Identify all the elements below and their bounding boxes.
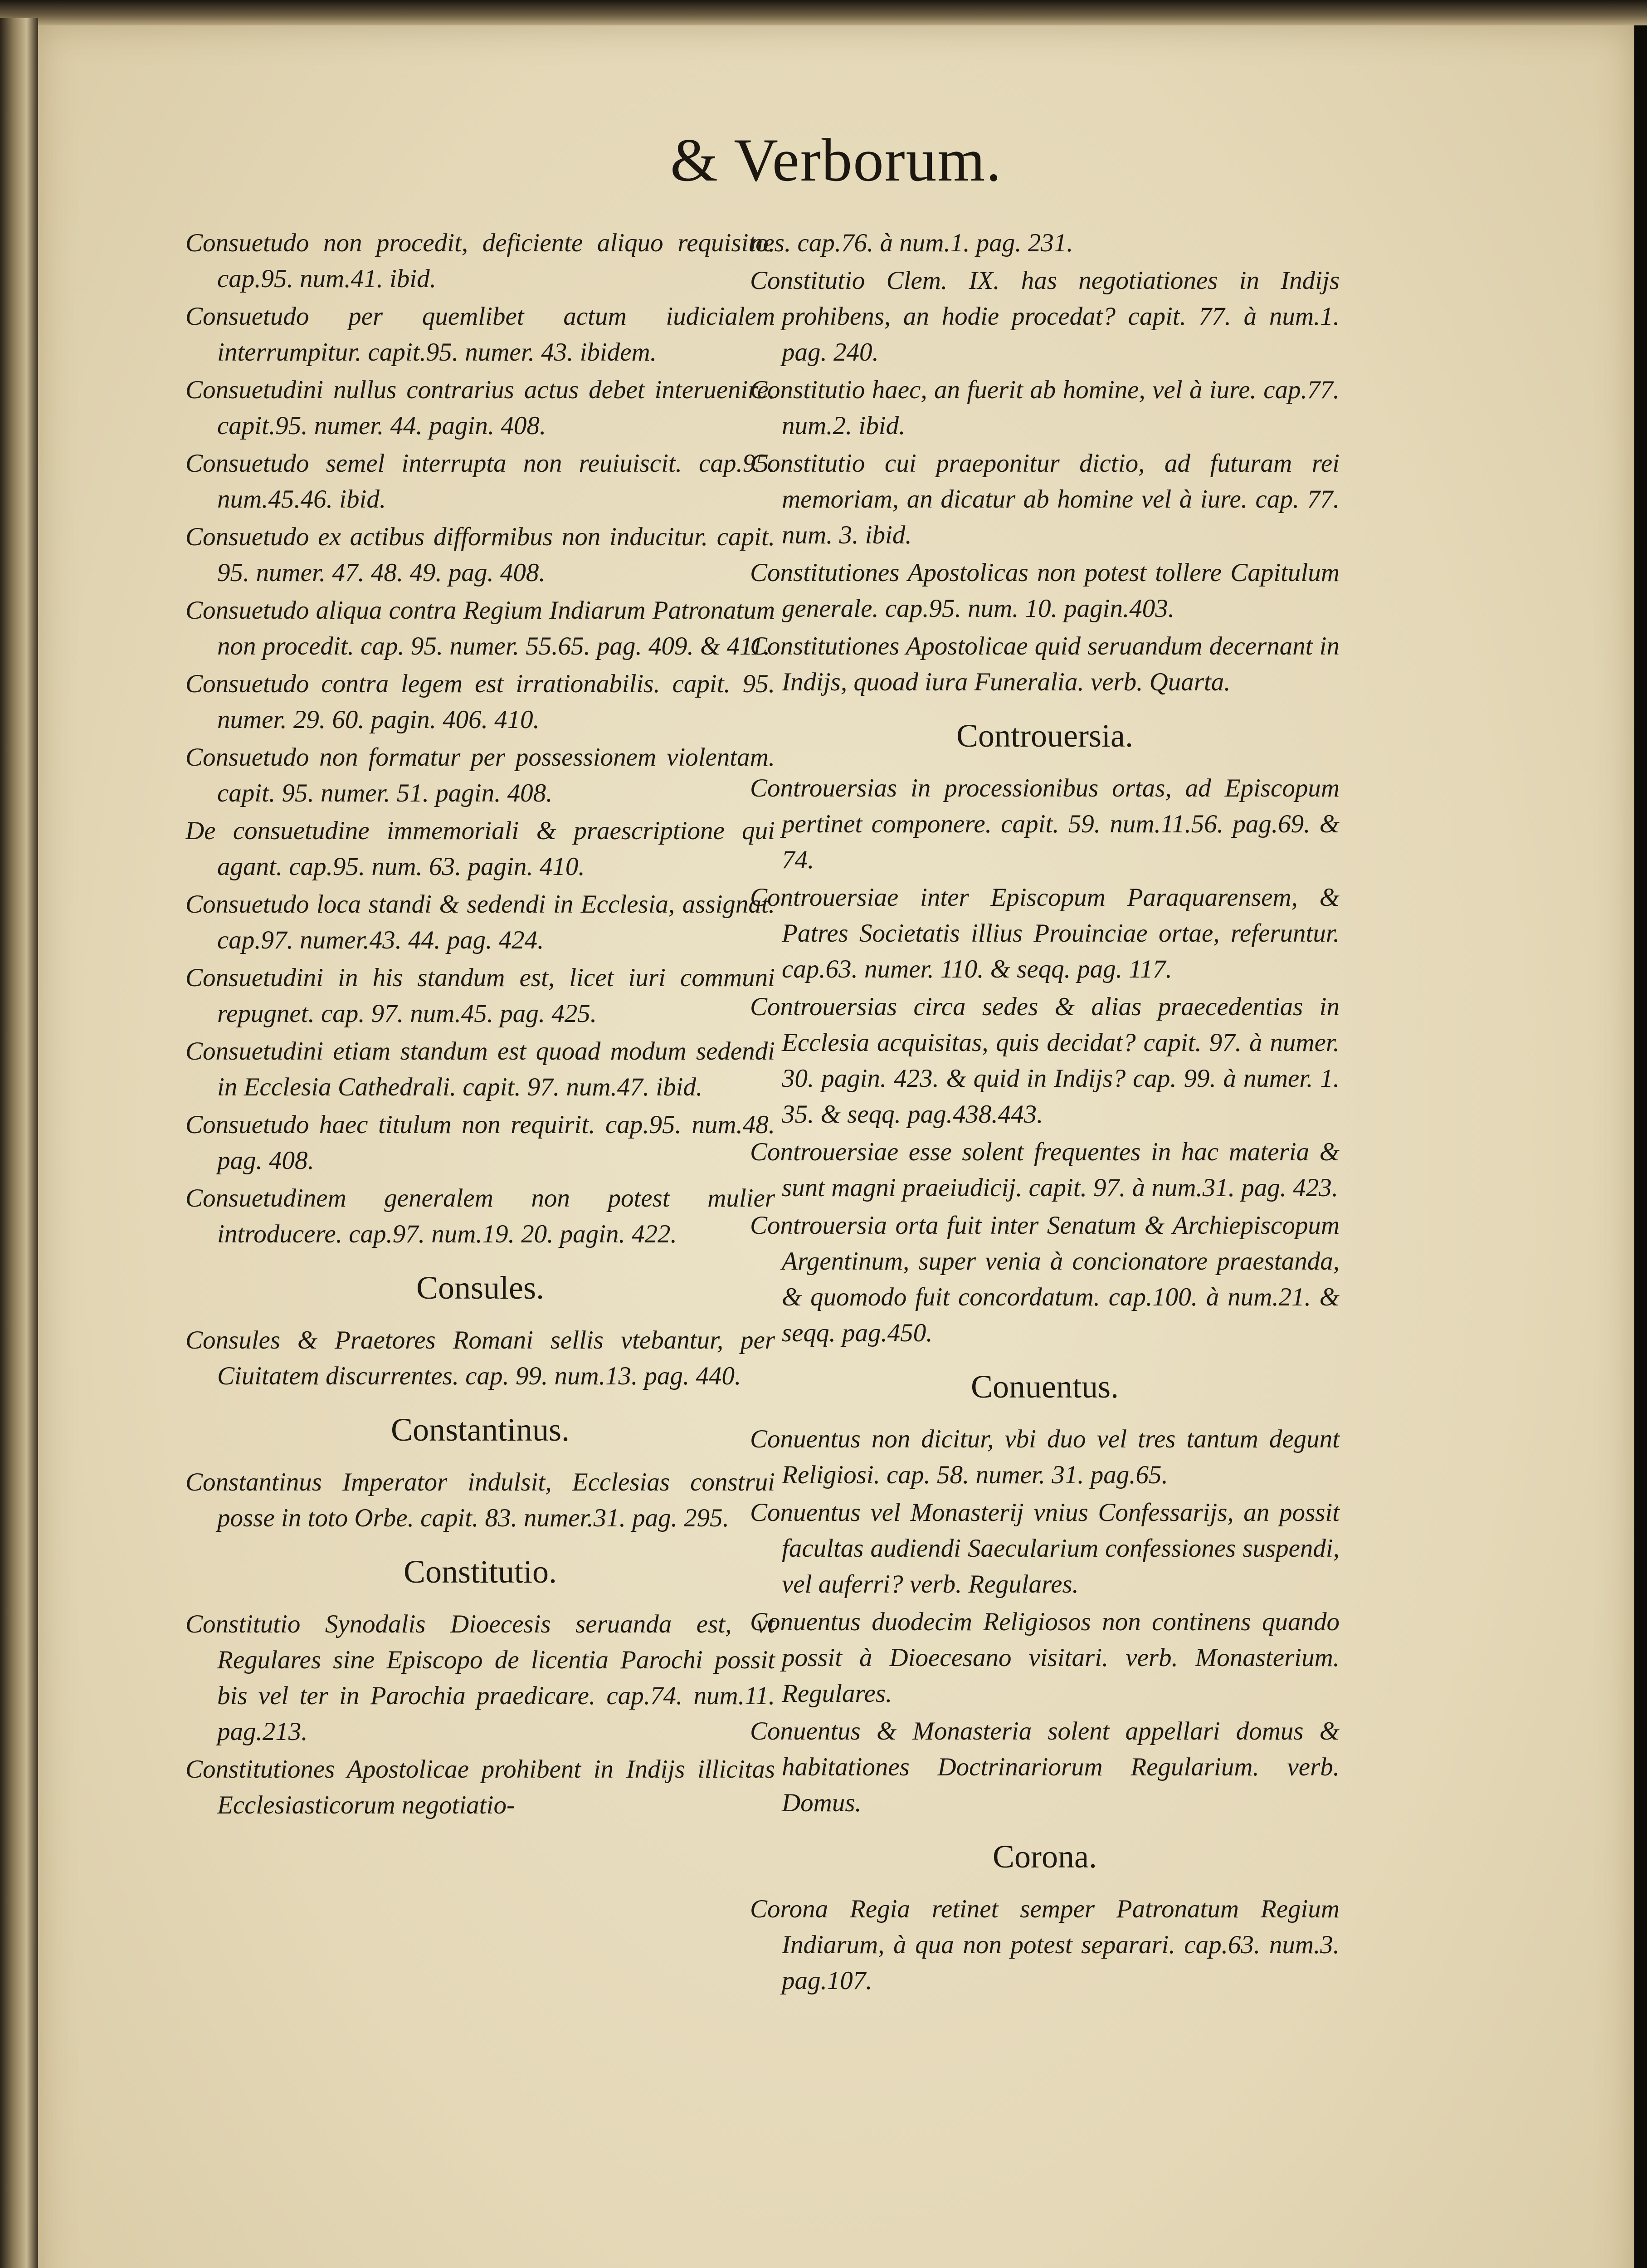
index-entry: Controuersias circa sedes & alias praecedentias in Ecclesia acquisitas, quis decidat? capit. 97. à numer. 30. pagin. 423. & quid in Indijs? cap. 99. à numer. 1. 35. & seqq. pag.438.443. <box>750 992 1340 1129</box>
index-entry: Constitutio Synodalis Dioecesis seruanda est, vt Regulares sine Episcopo de licentia Parochi possit bis vel ter in Parochia praedicare. cap.74. num.11. pag.213. <box>185 1610 775 1746</box>
index-entry: Consuetudinem generalem non potest mulier introducere. cap.97. num.19. 20. pagin. 422. <box>185 1184 775 1248</box>
index-entry: Consuetudo loca standi & sedendi in Ecclesia, assignat. cap.97. numer.43. 44. pag. 424. <box>185 890 775 954</box>
index-entry: Consuetudini in his standum est, licet iuri communi repugnet. cap. 97. num.45. pag. 425. <box>185 963 775 1028</box>
index-entry: Constitutiones Apostolicae prohibent in Indijs illicitas Ecclesiasticorum negotiatio- <box>185 1755 775 1819</box>
book-page <box>38 25 1634 2268</box>
index-entry: Consuetudo non formatur per possessionem violentam. capit. 95. numer. 51. pagin. 408. <box>185 743 775 807</box>
page-title: & Verborum. <box>670 127 1002 194</box>
section-heading: Consules. <box>416 1270 545 1306</box>
index-entry: Constitutio haec, an fuerit ab homine, vel à iure. cap.77. num.2. ibid. <box>750 376 1340 440</box>
section-heading: Constitutio. <box>403 1554 557 1590</box>
index-entry: nes. cap.76. à num.1. pag. 231. <box>750 229 1073 257</box>
index-entry: Conuentus non dicitur, vbi duo vel tres tantum degunt Religiosi. cap. 58. numer. 31. pag.65. <box>750 1425 1340 1489</box>
right-column <box>750 225 1340 2000</box>
index-entry: Controuersias in processionibus ortas, ad Episcopum pertinet componere. capit. 59. num.11.56. pag.69. & 74. <box>750 774 1340 874</box>
index-entry: Consuetudini etiam standum est quoad modum sedendi in Ecclesia Cathedrali. capit. 97. num.47. ibid. <box>185 1037 775 1101</box>
index-entry: Constitutio Clem. IX. has negotiationes in Indijs prohibens, an hodie procedat? capit. 77. à num.1. pag. 240. <box>750 266 1340 367</box>
left-column <box>185 225 775 1825</box>
index-entry: Conuentus duodecim Religiosos non continens quando possit à Dioecesano visitari. verb. Monasterium. Regulares. <box>750 1608 1340 1708</box>
index-entry: Consuetudo per quemlibet actum iudicialem interrumpitur. capit.95. numer. 43. ibidem. <box>185 302 775 367</box>
book-top-edge <box>0 0 1647 25</box>
index-entry: De consuetudine immemoriali & praescriptione qui agant. cap.95. num. 63. pagin. 410. <box>185 816 775 881</box>
index-entry: Consuetudo non procedit, deficiente aliquo requisito. cap.95. num.41. ibid. <box>185 229 775 293</box>
book-gutter <box>0 18 38 2268</box>
index-entry: Consuetudo haec titulum non requirit. cap.95. num.48. pag. 408. <box>185 1110 775 1175</box>
index-entry: Consuetudo contra legem est irrationabilis. capit. 95. numer. 29. 60. pagin. 406. 410. <box>185 670 775 734</box>
index-entry: Constitutiones Apostolicas non potest tollere Capitulum generale. cap.95. num. 10. pagin.403. <box>750 558 1340 623</box>
index-entry: Conuentus & Monasteria solent appellari domus & habitationes Doctrinariorum Regularium. verb. Domus. <box>750 1717 1340 1817</box>
index-entry: Constantinus Imperator indulsit, Ecclesias construi posse in toto Orbe. capit. 83. numer.31. pag. 295. <box>185 1468 775 1532</box>
index-entry: Consuetudini nullus contrarius actus debet interuenire. capit.95. numer. 44. pagin. 408. <box>185 376 775 440</box>
index-entry: Consuetudo ex actibus difformibus non inducitur. capit. 95. numer. 47. 48. 49. pag. 408. <box>185 523 775 587</box>
section-heading: Conuentus. <box>970 1369 1119 1405</box>
index-entry: Controuersia orta fuit inter Senatum & Archiepiscopum Argentinum, super venia à concionatore praestanda, & quomodo fuit concordatum. cap.100. à num.21. & seqq. pag.450. <box>750 1211 1340 1347</box>
index-entry: Constitutiones Apostolicae quid seruandum decernant in Indijs, quoad iura Funeralia. verb. Quarta. <box>750 632 1340 696</box>
index-entry: Consuetudo semel interrupta non reuiuiscit. cap.95. num.45.46. ibid. <box>185 449 775 513</box>
index-entry: Controuersiae esse solent frequentes in hac materia & sunt magni praeiudicij. capit. 97. à num.31. pag. 423. <box>750 1138 1340 1202</box>
index-entry: Consuetudo aliqua contra Regium Indiarum Patronatum non procedit. cap. 95. numer. 55.65. pag. 409. & 411. <box>185 596 775 660</box>
index-entry: Controuersiae inter Episcopum Paraquarensem, & Patres Societatis illius Prouinciae ortae, referuntur. cap.63. numer. 110. & seqq. pag. 117. <box>750 883 1340 983</box>
section-heading: Corona. <box>993 1838 1097 1875</box>
index-entry: Conuentus vel Monasterij vnius Confessarijs, an possit facultas audiendi Saecularium confessiones suspendi, vel auferri? verb. Regulares. <box>750 1498 1340 1598</box>
index-entry: Constitutio cui praeponitur dictio, ad futuram rei memoriam, an dicatur ab homine vel à iure. cap. 77. num. 3. ibid. <box>750 449 1340 549</box>
index-entry: Consules & Praetores Romani sellis vtebantur, per Ciuitatem discurrentes. cap. 99. num.13. pag. 440. <box>185 1326 775 1390</box>
index-entry: Corona Regia retinet semper Patronatum Regium Indiarum, à qua non potest separari. cap.63. num.3. pag.107. <box>750 1895 1340 1995</box>
section-heading: Controuersia. <box>956 718 1133 754</box>
section-heading: Constantinus. <box>390 1412 570 1448</box>
